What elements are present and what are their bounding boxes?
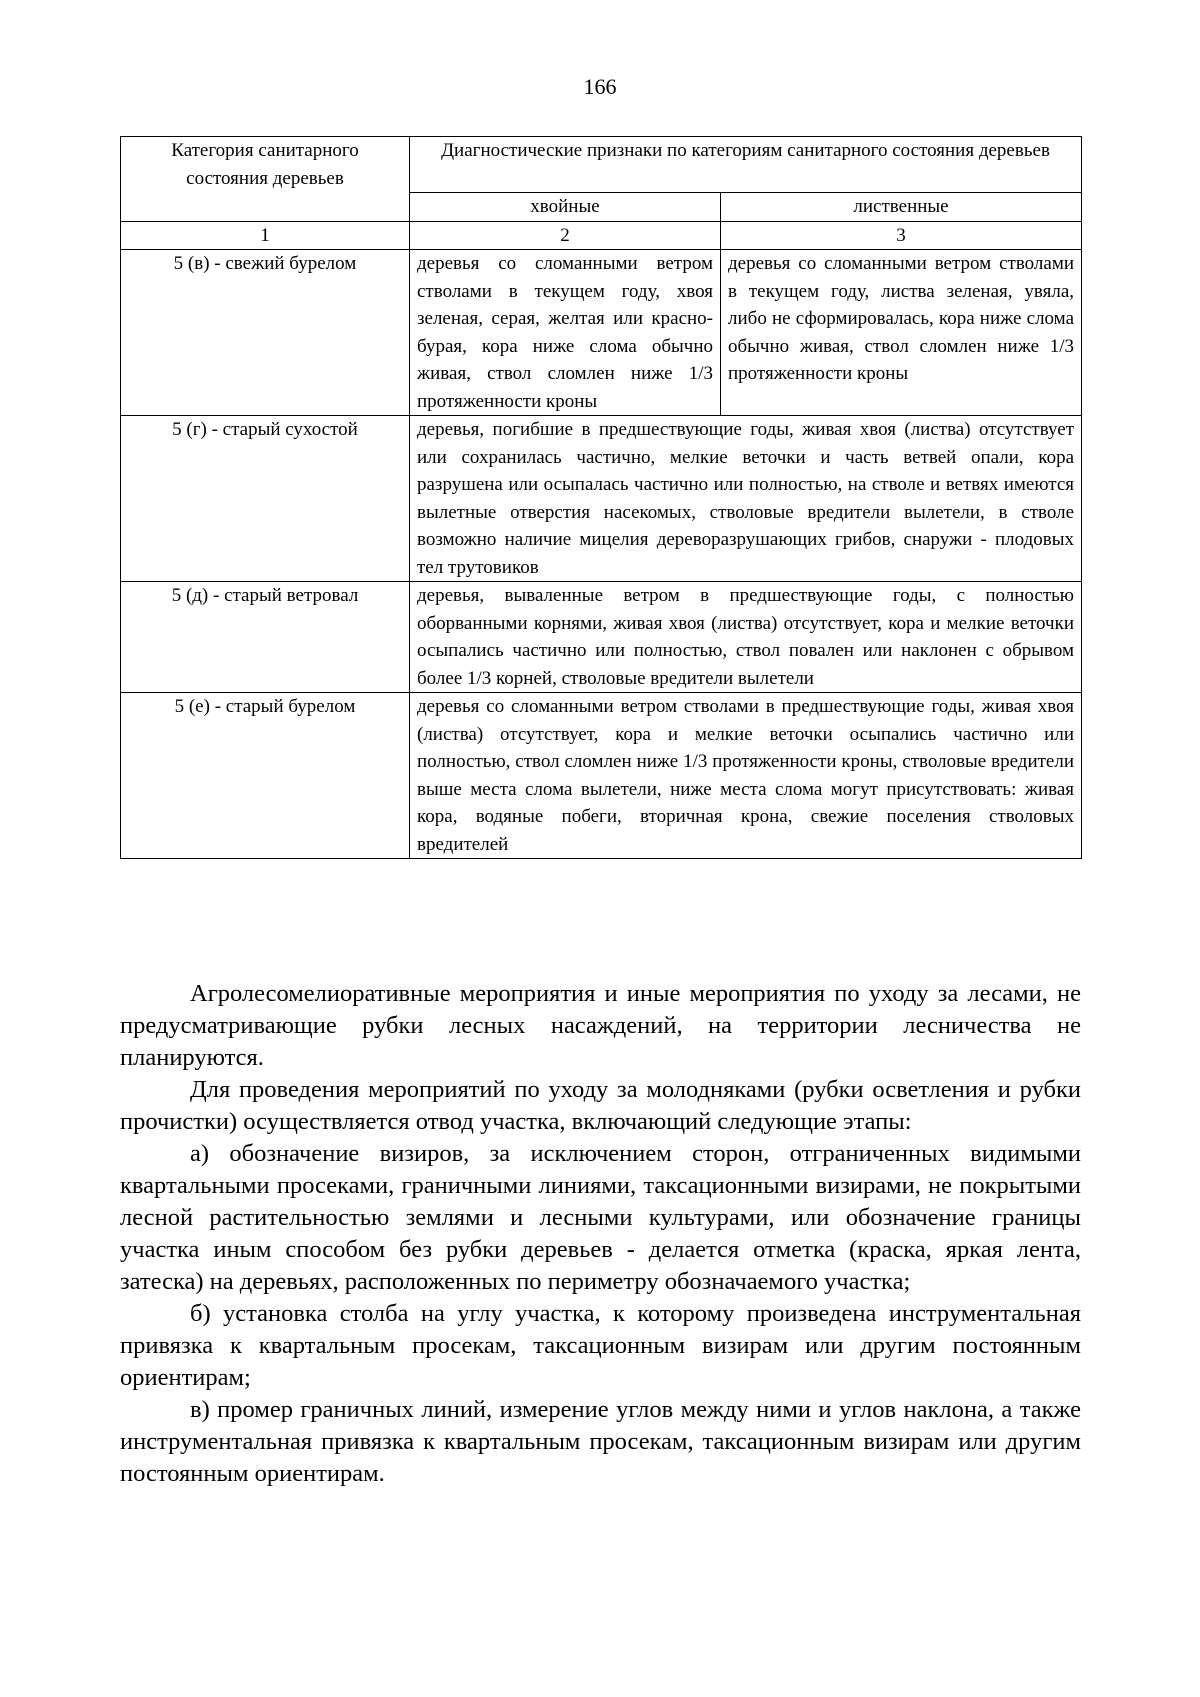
category-cell: 5 (в) - свежий бурелом (121, 250, 410, 416)
header-category: Категория санитарного состояния деревьев (121, 137, 410, 222)
conifers-cell: деревья со сломанными ветром стволами в текущем году, хвоя зеленая, серая, желтая или красно-бурая, кора ниже слома обычно живая, ствол сломлен ниже 1/3 протяженности кроны (410, 250, 721, 416)
paragraph: Агролесомелиоративные мероприятия и иные мероприятия по уходу за лесами, не предусматривающие рубки лесных насаждений, на территории лесничества не планируются. (120, 980, 1081, 1071)
paragraph: а) обозначение визиров, за исключением сторон, отграниченных видимыми квартальными просеками, граничными линиями, таксационными визирами, не покрытыми лесной растительностью землями и лесными культурами, или обозначение границы участка иным способом без рубки деревьев - делается отметка (краска, яркая лента, затеска) на деревьях, расположенных по периметру обозначаемого участка; (120, 1140, 1081, 1295)
description-cell: деревья со сломанными ветром стволами в предшествующие годы, живая хвоя (листва) отсутствует, кора и мелкие веточки осыпались частично или полностью, ствол сломлен ниже 1/3 протяженности кроны, стволовые вредители выше места слома вылетели, ниже места слома могут присутствовать: живая кора, водяные побеги, вторичная крона, свежие поселения стволовых вредителей (410, 693, 1082, 859)
description-cell: деревья, вываленные ветром в предшествующие годы, с полностью оборванными корнями, живая хвоя (листва) отсутствует, кора и мелкие веточки осыпались частично или полностью, ствол повален или наклонен с обрывом более 1/3 корней, стволовые вредители вылетели (410, 582, 1082, 693)
category-cell: 5 (г) - старый сухостой (121, 416, 410, 582)
table-row (121, 250, 1082, 416)
sanitary-condition-table (120, 136, 1082, 859)
header-deciduous: лиственные (721, 193, 1082, 222)
category-cell: 5 (е) - старый бурелом (121, 693, 410, 859)
description-cell: деревья, погибшие в предшествующие годы, живая хвоя (листва) отсутствует или сохранилась частично, мелкие веточки и часть ветвей опали, кора разрушена или осыпалась частично или полностью, на стволе и ветвях имеются вылетные отверстия насекомых, стволовые вредители вылетели, в стволе возможно наличие мицелия дереворазрушающих грибов, снаружи - плодовых тел трутовиков (410, 416, 1082, 582)
deciduous-cell: деревья со сломанными ветром стволами в текущем году, листва зеленая, увяла, либо не сформировалась, кора ниже слома обычно живая, ствол сломлен ниже 1/3 протяженности кроны (721, 250, 1082, 416)
table-row (121, 416, 1082, 582)
category-cell: 5 (д) - старый ветровал (121, 582, 410, 693)
header-conifers: хвойные (410, 193, 721, 222)
column-number: 1 (121, 221, 410, 250)
body-text (120, 978, 1081, 1490)
paragraph: Для проведения мероприятий по уходу за молодняками (рубки осветления и рубки прочистки) осуществляется отвод участка, включающий следующие этапы: (120, 1076, 1081, 1135)
header-diagnostics: Диагностические признаки по категориям санитарного состояния деревьев (410, 137, 1082, 193)
page-number: 166 (583, 74, 617, 99)
paragraph: в) промер граничных линий, измерение углов между ними и углов наклона, а также инструментальная привязка к квартальным просекам, таксационным визирам или другим постоянным ориентирам. (120, 1396, 1081, 1487)
column-number: 2 (410, 221, 721, 250)
paragraph: б) установка столба на углу участка, к которому произведена инструментальная привязка к квартальным просекам, таксационным визирам или другим постоянным ориентирам; (120, 1300, 1081, 1391)
table-row (121, 582, 1082, 693)
column-number: 3 (721, 221, 1082, 250)
table-row (121, 693, 1082, 859)
